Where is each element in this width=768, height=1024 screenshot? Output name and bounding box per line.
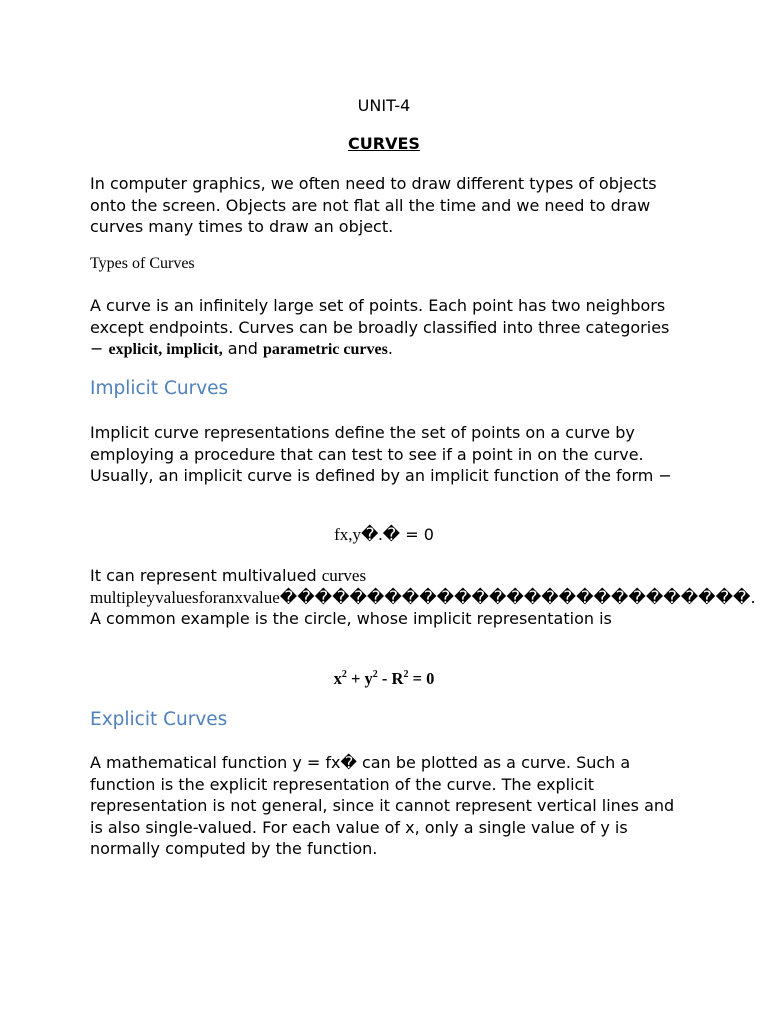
implicit-equation-rhs: = 0 (400, 525, 434, 544)
unit-label: UNIT-4 (357, 96, 411, 115)
intro-paragraph: In computer graphics, we often need to draw different types of objects onto the screen. Objects are not flat all the time and we need to draw curves many times to draw an object. (90, 174, 657, 236)
classification-bold-explicit-implicit: explicit, implicit, (108, 341, 223, 358)
multivalued-text-end: . A common example is the circle, whose implicit representation is (90, 587, 756, 628)
multivalued-paragraph (90, 565, 756, 630)
circle-eq-r-exponent: 2 (403, 668, 409, 680)
implicit-function-equation (0, 524, 768, 546)
types-of-curves-label: Types of Curves (90, 255, 195, 272)
curve-classification-paragraph (90, 295, 680, 361)
classification-text-start: A curve is an infinitely large set of points. Each point has two neighbors except endpoints. Curves can be broadly classified into three categories − (90, 296, 670, 358)
circle-eq-rhs: = 0 (408, 669, 435, 688)
implicit-curves-paragraph: Implicit curve representations define the set of points on a curve by employing a procedure that can test to see if a point in on the curve. Usually, an implicit curve is defined by an implicit function of the form − (90, 423, 672, 485)
classification-text-end: . (387, 339, 393, 358)
page-title: CURVES (348, 134, 420, 153)
circle-eq-plus-y: + y (346, 669, 373, 688)
classification-text-and: and (222, 339, 263, 358)
implicit-equation-lhs: fx,y�.� (334, 525, 401, 544)
circle-eq-minus-r: - R (377, 669, 404, 688)
circle-equation (0, 668, 768, 690)
circle-eq-x: x (333, 669, 342, 688)
implicit-curves-heading: Implicit Curves (90, 378, 229, 399)
multivalued-text-start: It can represent multivalued (90, 566, 322, 585)
circle-eq-y-exponent: 2 (372, 668, 378, 680)
multivalued-serif-text: curves multipleyvaluesforanxvalue��������������������������� (90, 566, 751, 607)
explicit-curves-paragraph: A mathematical function y = fx� can be plotted as a curve. Such a function is the explicit representation of the curve. The explicit representation is not general, since it cannot represent vertical lines and is also single-valued. For each value of x, only a single value of y is normally computed by the function. (90, 753, 675, 858)
explicit-curves-heading: Explicit Curves (90, 709, 228, 730)
circle-eq-x-exponent: 2 (341, 668, 347, 680)
classification-bold-parametric: parametric curves (262, 341, 388, 358)
